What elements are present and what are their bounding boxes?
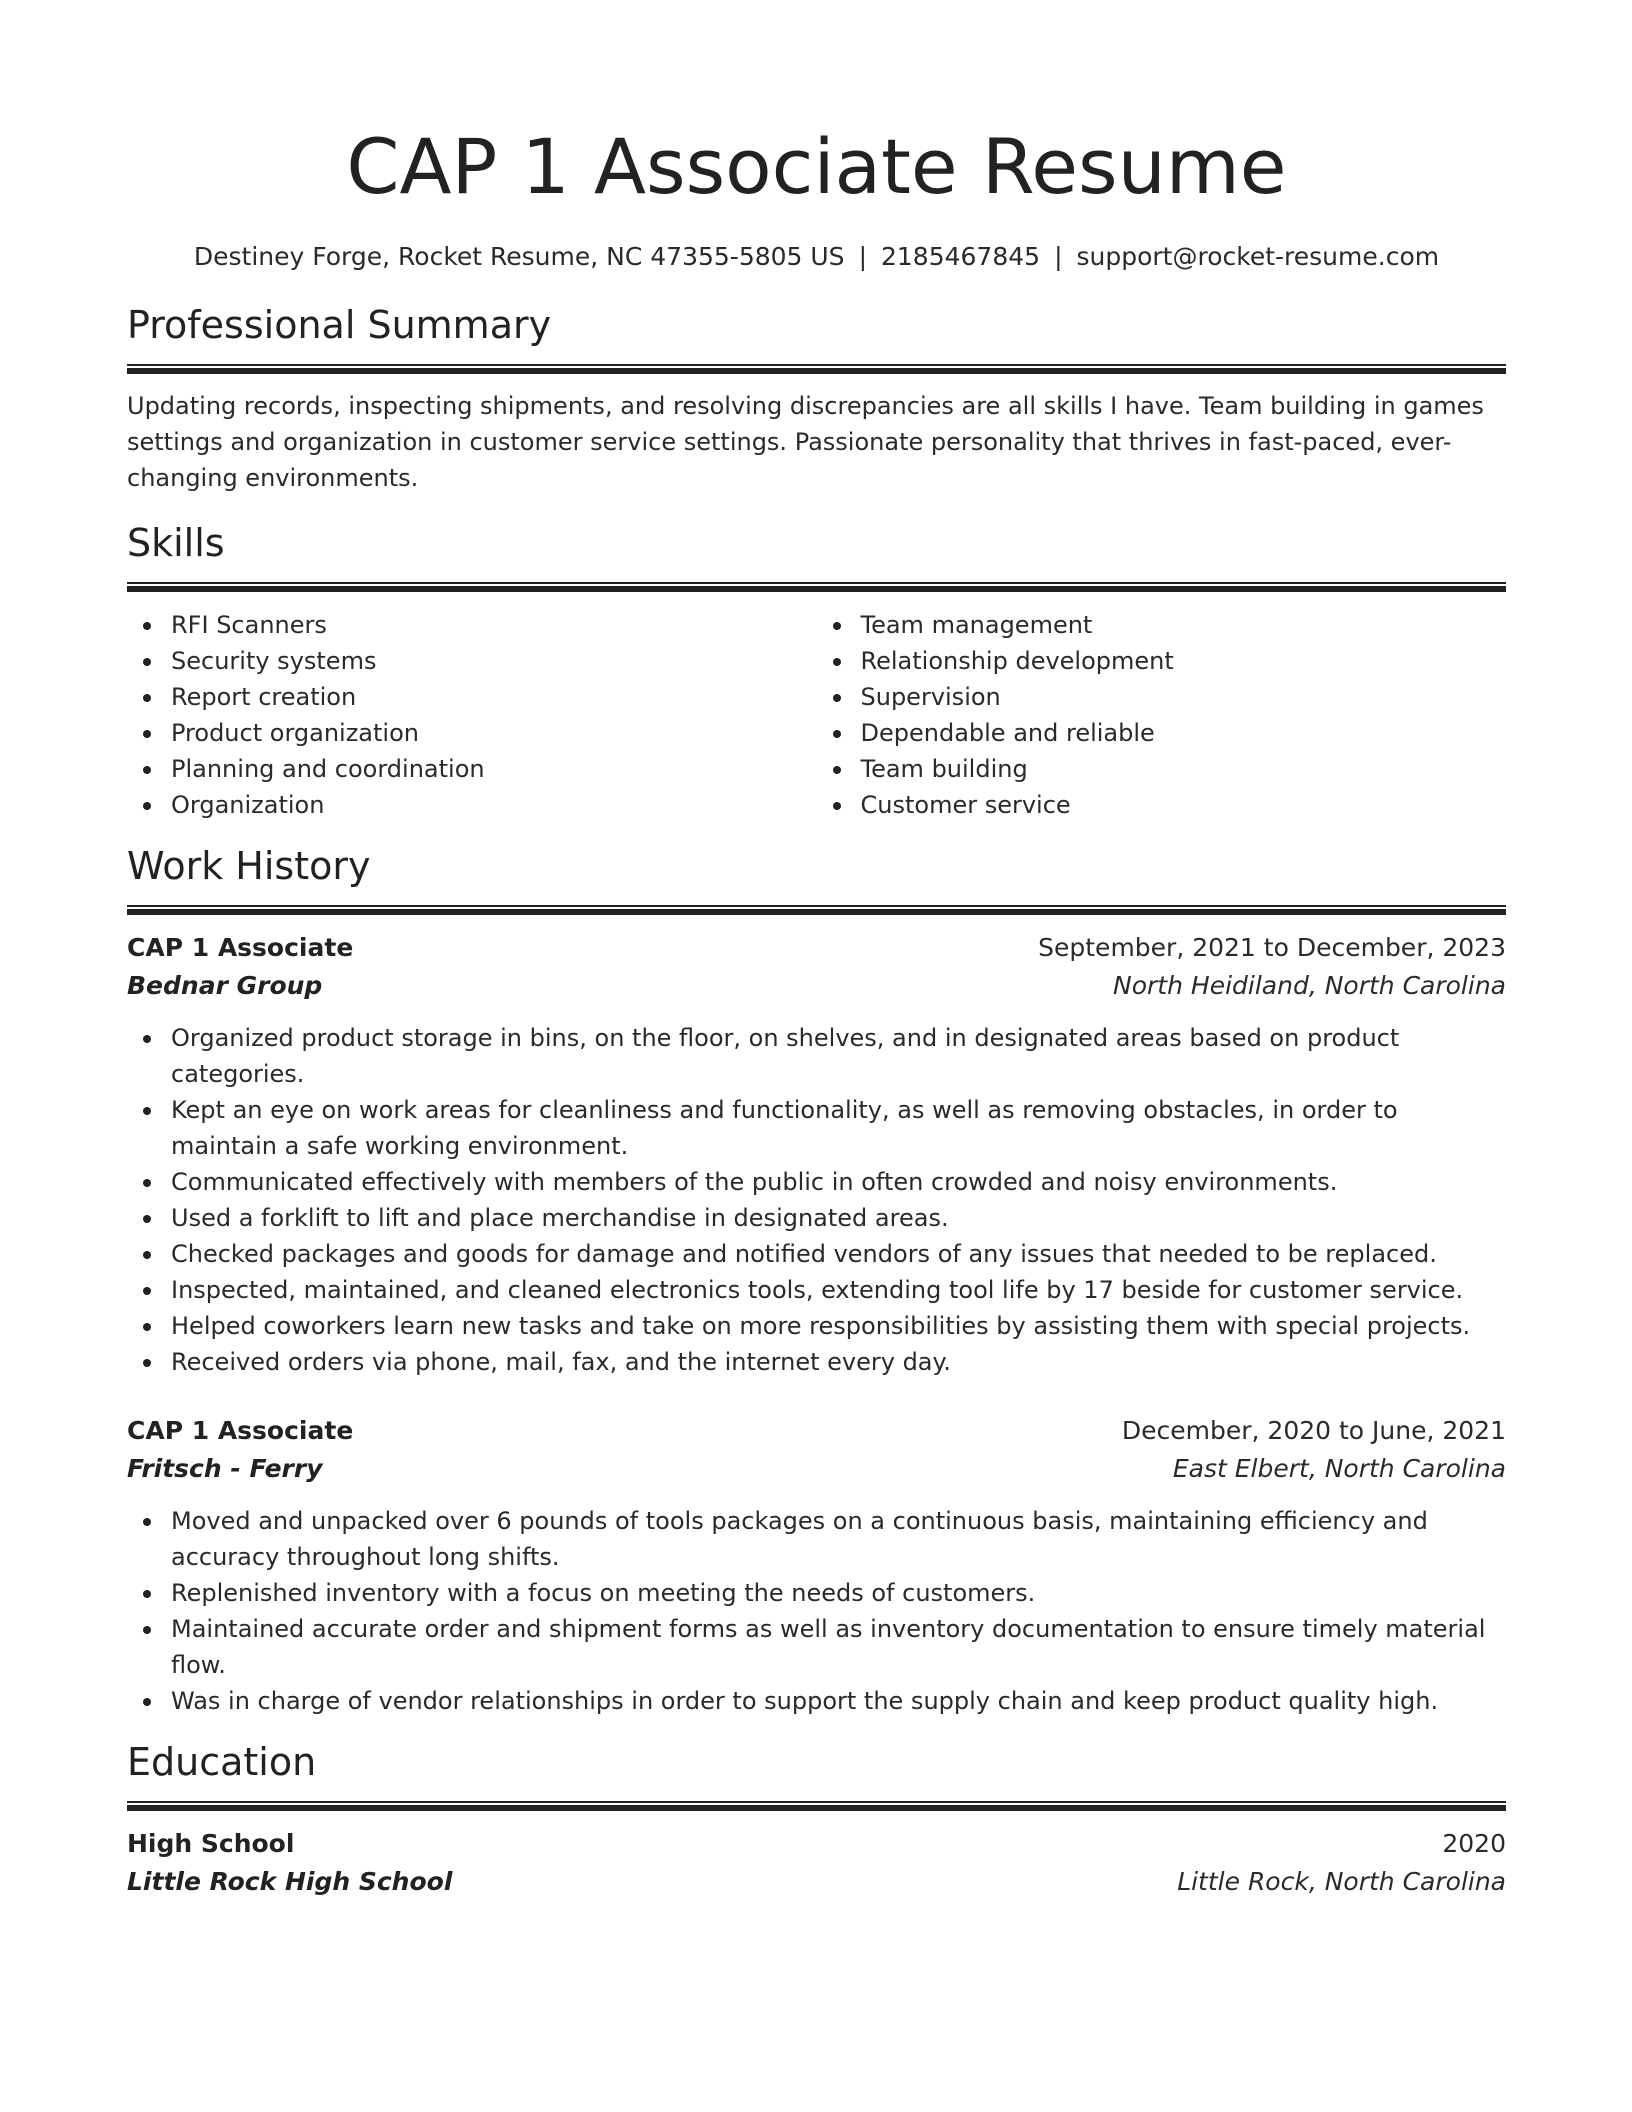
job-bullet: Checked packages and goods for damage and notified vendors of any issues that needed to be replaced. (171, 1236, 1506, 1272)
contact-email: support@rocket-resume.com (1076, 242, 1440, 271)
skills-section (127, 518, 1506, 823)
contact-separator: | (858, 242, 867, 271)
job-header-row (127, 1412, 1506, 1450)
skill-item: Dependable and reliable (861, 715, 1507, 751)
skills-column-left (127, 607, 817, 823)
job-dates: December, 2020 to June, 2021 (1121, 1416, 1506, 1445)
resume-title: CAP 1 Associate Resume (346, 122, 1287, 211)
section-heading-summary: Professional Summary (127, 303, 552, 347)
education-year: 2020 (1442, 1829, 1506, 1858)
job-location: East Elbert, North Carolina (1172, 1454, 1506, 1483)
education-entry (127, 1825, 1506, 1901)
summary-text: Updating records, inspecting shipments, and resolving discrepancies are all skills I have. Team building in games settings and organization in customer service settings. Passionate personality that thrives in fast-paced, ever-changing environments. (127, 392, 1484, 492)
job-bullet: Received orders via phone, mail, fax, and the internet every day. (171, 1344, 1506, 1380)
skills-column-right (817, 607, 1507, 823)
contact-phone: 2185467845 (881, 242, 1041, 271)
section-divider (127, 582, 1506, 592)
job-dates: September, 2021 to December, 2023 (1038, 933, 1506, 962)
section-divider (127, 905, 1506, 915)
job-employer-row (127, 967, 1506, 1005)
job-bullet: Helped coworkers learn new tasks and take on more responsibilities by assisting them with special projects. (171, 1308, 1506, 1344)
skill-item: Product organization (171, 715, 817, 751)
skill-item: Planning and coordination (171, 751, 817, 787)
section-heading-work-history: Work History (127, 844, 371, 888)
job-bullet: Kept an eye on work areas for cleanliness and functionality, as well as removing obstacles, in order to maintain a safe working environment. (171, 1092, 1506, 1164)
job-entry (127, 1412, 1506, 1719)
skill-item: Security systems (171, 643, 817, 679)
skill-item: RFI Scanners (171, 607, 817, 643)
contact-line (127, 240, 1506, 274)
skills-grid (127, 607, 1506, 823)
contact-address: Destiney Forge, Rocket Resume, NC 47355-5805 US (193, 242, 845, 271)
skill-item: Organization (171, 787, 817, 823)
job-header-row (127, 929, 1506, 967)
skill-item: Supervision (861, 679, 1507, 715)
job-bullets (127, 1503, 1506, 1719)
skill-item: Customer service (861, 787, 1507, 823)
job-bullet: Used a forklift to lift and place merchandise in designated areas. (171, 1200, 1506, 1236)
summary-section (127, 300, 1506, 496)
job-employer: Bednar Group (127, 971, 323, 1000)
job-bullet: Inspected, maintained, and cleaned electronics tools, extending tool life by 17 beside for customer service. (171, 1272, 1506, 1308)
contact-separator: | (1054, 242, 1063, 271)
work-history-section (127, 841, 1506, 1719)
job-title: CAP 1 Associate (127, 1416, 354, 1445)
education-location: Little Rock, North Carolina (1177, 1867, 1506, 1896)
job-bullet: Replenished inventory with a focus on meeting the needs of customers. (171, 1575, 1506, 1611)
section-divider (127, 1801, 1506, 1811)
skill-item: Team management (861, 607, 1507, 643)
skill-item: Relationship development (861, 643, 1507, 679)
job-title: CAP 1 Associate (127, 933, 354, 962)
section-heading-skills: Skills (127, 521, 225, 565)
job-employer-row (127, 1450, 1506, 1488)
job-bullet: Maintained accurate order and shipment forms as well as inventory documentation to ensure timely material flow. (171, 1611, 1506, 1683)
skill-item: Report creation (171, 679, 817, 715)
skill-item: Team building (861, 751, 1507, 787)
education-school: Little Rock High School (127, 1867, 453, 1896)
job-bullet: Communicated effectively with members of the public in often crowded and noisy environments. (171, 1164, 1506, 1200)
education-degree: High School (127, 1829, 295, 1858)
job-entry (127, 929, 1506, 1380)
job-employer: Fritsch - Ferry (127, 1454, 323, 1483)
education-header-row (127, 1825, 1506, 1863)
job-bullet: Organized product storage in bins, on the floor, on shelves, and in designated areas based on product categories. (171, 1020, 1506, 1092)
job-bullet: Moved and unpacked over 6 pounds of tools packages on a continuous basis, maintaining efficiency and accuracy throughout long shifts. (171, 1503, 1506, 1575)
education-school-row (127, 1863, 1506, 1901)
job-location: North Heidiland, North Carolina (1113, 971, 1506, 1000)
job-bullet: Was in charge of vendor relationships in order to support the supply chain and keep product quality high. (171, 1683, 1506, 1719)
section-divider (127, 364, 1506, 374)
section-heading-education: Education (127, 1740, 317, 1784)
education-section (127, 1737, 1506, 1901)
job-bullets (127, 1020, 1506, 1380)
